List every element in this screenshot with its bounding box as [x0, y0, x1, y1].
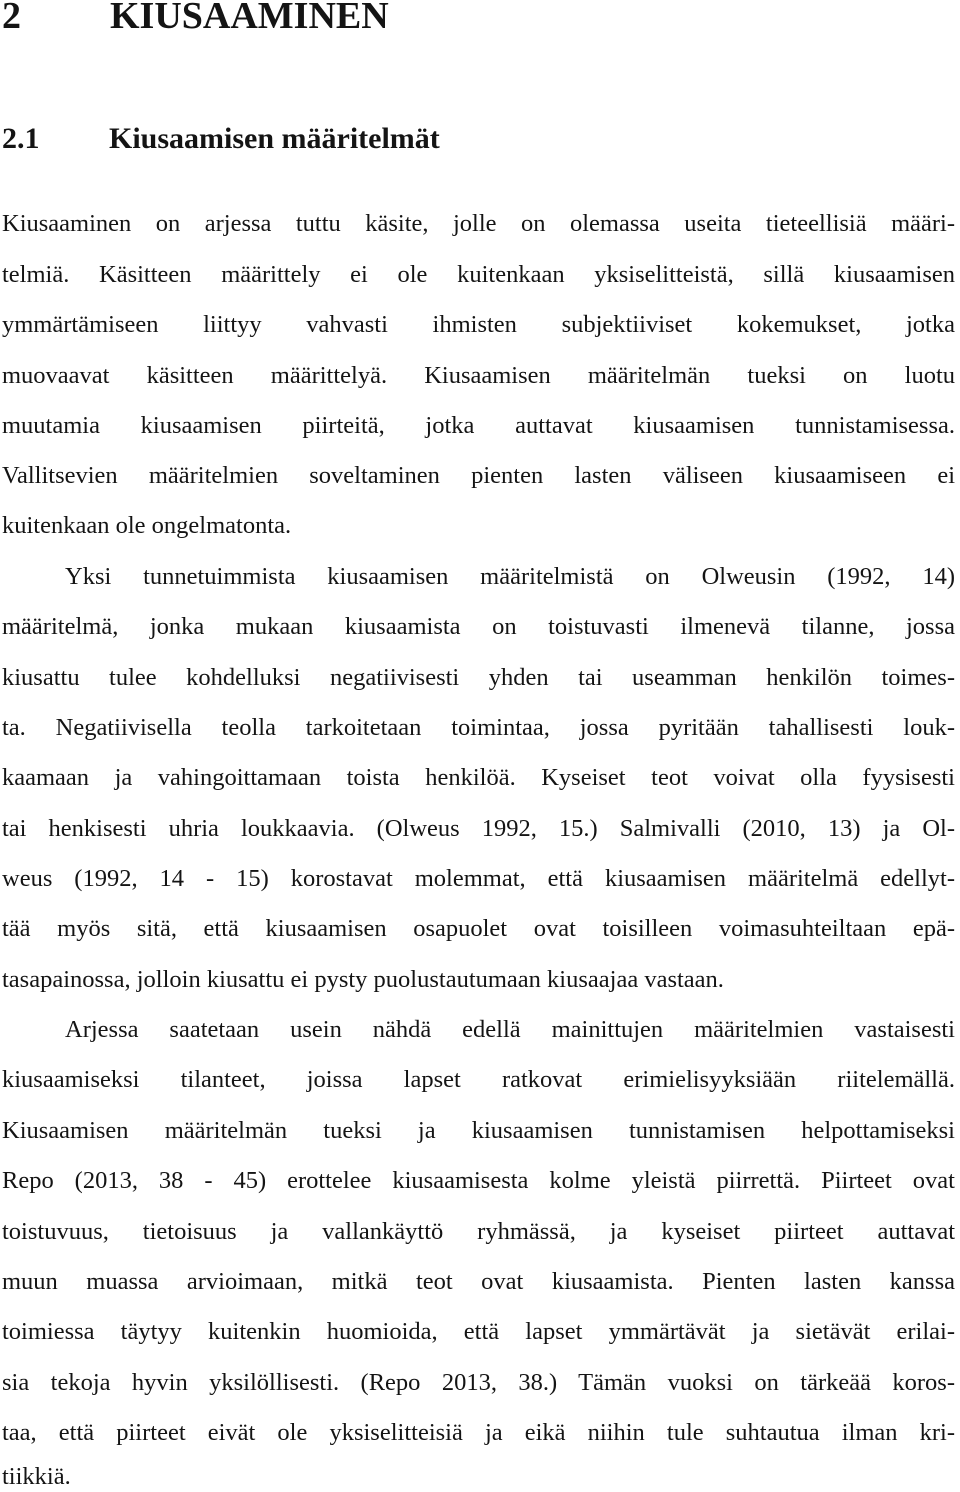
paragraph-3-line-6: muun muassa arvioimaan, mitkä teot ovat kiusaamista. Pienten lasten kanssa	[2, 1268, 955, 1295]
paragraph-1-line-2: telmiä. Käsitteen määrittely ei ole kuitenkaan yksiselitteistä, sillä kiusaamisen	[2, 261, 955, 288]
section-title: Kiusaamisen määritelmät	[109, 122, 440, 155]
paragraph-2-line-5: kaamaan ja vahingoittamaan toista henkilöä. Kyseiset teot voivat olla fyysisesti	[2, 764, 955, 791]
paragraph-1-line-3: ymmärtämiseen liittyy vahvasti ihmisten subjektiiviset kokemukset, jotka	[2, 311, 955, 338]
section-number: 2.1	[2, 122, 40, 155]
chapter-heading	[2, 0, 389, 38]
paragraph-3-line-3: Kiusaamisen määritelmän tueksi ja kiusaamisen tunnistamisen helpottamiseksi	[2, 1117, 955, 1144]
paragraph-1-line-1: Kiusaaminen on arjessa tuttu käsite, jolle on olemassa useita tieteellisiä määri-	[2, 210, 955, 237]
paragraph-3-line-9: taa, että piirteet eivät ole yksiselitteisiä ja eikä niihin tule suhtautua ilman kri-	[2, 1419, 955, 1446]
paragraph-2-line-8: tää myös sitä, että kiusaamisen osapuolet ovat toisilleen voimasuhteiltaan epä-	[2, 915, 955, 942]
paragraph-2-line-1: Yksi tunnetuimmista kiusaamisen määritelmistä on Olweusin (1992, 14)	[65, 563, 955, 590]
paragraph-3-line-1: Arjessa saatetaan usein nähdä edellä mainittujen määritelmien vastaisesti	[65, 1016, 955, 1043]
paragraph-3-line-5: toistuvuus, tietoisuus ja vallankäyttö ryhmässä, ja kyseiset piirteet auttavat	[2, 1218, 955, 1245]
paragraph-2-line-2: määritelmä, jonka mukaan kiusaamista on toistuvasti ilmenevä tilanne, jossa	[2, 613, 955, 640]
paragraph-1-line-4: muovaavat käsitteen määrittelyä. Kiusaamisen määritelmän tueksi on luotu	[2, 362, 955, 389]
paragraph-2-line-4: ta. Negatiivisella teolla tarkoitetaan toimintaa, jossa pyritään tahallisesti louk-	[2, 714, 955, 741]
paragraph-1-line-5: muutamia kiusaamisen piirteitä, jotka auttavat kiusaamisen tunnistamisessa.	[2, 412, 955, 439]
paragraph-3-line-4: Repo (2013, 38 - 45) erottelee kiusaamisesta kolme yleistä piirrettä. Piirteet ovat	[2, 1167, 955, 1194]
paragraph-1-line-6: Vallitsevien määritelmien soveltaminen pienten lasten väliseen kiusaamiseen ei	[2, 462, 955, 489]
chapter-number: 2	[2, 0, 21, 37]
paragraph-2-line-7: weus (1992, 14 - 15) korostavat molemmat, että kiusaamisen määritelmä edellyt-	[2, 865, 955, 892]
paragraph-3-line-7: toimiessa täytyy kuitenkin huomioida, että lapset ymmärtävät ja sietävät erilai-	[2, 1318, 955, 1345]
paragraph-3-line-8: sia tekoja hyvin yksilöllisesti. (Repo 2013, 38.) Tämän vuoksi on tärkeää koros-	[2, 1369, 955, 1396]
paragraph-2-line-6: tai henkisesti uhria loukkaavia. (Olweus 1992, 15.) Salmivalli (2010, 13) ja Ol-	[2, 815, 955, 842]
paragraph-2-line-9: tasapainossa, jolloin kiusattu ei pysty puolustautumaan kiusaajaa vastaan.	[2, 966, 724, 993]
paragraph-3-line-10: tiikkiä.	[2, 1463, 71, 1490]
chapter-title: KIUSAAMINEN	[110, 0, 389, 37]
section-heading	[2, 119, 440, 159]
paragraph-1-line-7: kuitenkaan ole ongelmatonta.	[2, 512, 292, 539]
paragraph-2-line-3: kiusattu tulee kohdelluksi negatiivisesti yhden tai useamman henkilön toimes-	[2, 664, 955, 691]
paragraph-3-line-2: kiusaamiseksi tilanteet, joissa lapset ratkovat erimielisyyksiään riitelemällä.	[2, 1066, 955, 1093]
